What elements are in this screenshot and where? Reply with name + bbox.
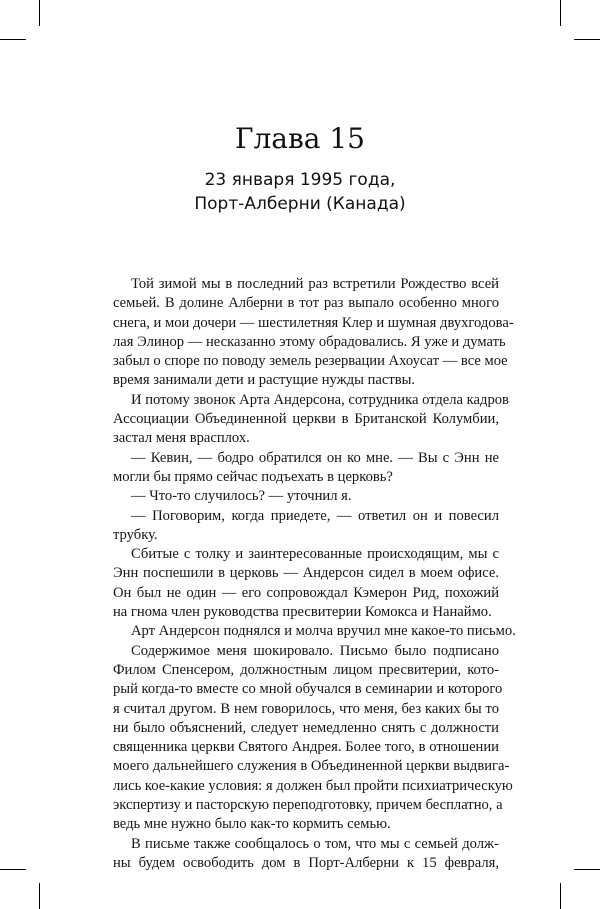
- text-line: ведь мне нужно было как-то кормить семью.: [113, 816, 391, 833]
- text-line: Ассоциации Объединенной церкви в Британской Колумбии,: [113, 411, 499, 428]
- text-line: Энн поспешили в церковь — Андерсон сидел в моем офисе.: [113, 565, 499, 582]
- chapter-date: 23 января 1995 года,: [204, 170, 396, 190]
- text-line: В письме также сообщалось о том, что мы с семьей долж-: [131, 835, 499, 852]
- text-line: ни было объяснений, следует немедленно снять с должности: [113, 719, 499, 736]
- text-line: лая Элинор — несказанно этому обрадовались. Я уже и думать: [113, 333, 506, 350]
- text-line: забыл о споре по поводу земель резервации Ахоусат — все мое: [113, 353, 508, 370]
- text-line: Той зимой мы в последний раз встретили Рождество всей: [131, 276, 499, 292]
- crop-mark-top-left-vertical: [39, 0, 40, 26]
- text-line: — Кевин, — бодро обратился он ко мне. — Вы с Энн не: [131, 449, 499, 466]
- crop-mark-bottom-left-vertical: [39, 883, 40, 909]
- chapter-place: Порт-Алберни (Канада): [194, 194, 406, 214]
- crop-mark-top-left-horizontal: [0, 39, 26, 40]
- crop-mark-bottom-left-horizontal: [0, 869, 26, 870]
- text-line: на гнома член руководства пресвитерии Комокса и Нанаймо.: [113, 604, 492, 621]
- text-line: — Что-то случилось? — уточнил я.: [131, 488, 352, 505]
- text-line: Он был не один — его сопровождал Кэмерон Рид, похожий: [113, 584, 499, 601]
- chapter-subtitle: [0, 168, 600, 216]
- crop-mark-top-right-horizontal: [574, 39, 600, 40]
- text-line: Арт Андерсон поднялся и молча вручил мне какое-то письмо.: [131, 623, 516, 640]
- text-line: лись кое-какие условия: я должен был пройти психиатрическую: [113, 777, 513, 794]
- text-line: И потому звонок Арта Андерсона, сотрудника отдела кадров: [131, 391, 509, 408]
- text-line: я считал другом. В нем говорилось, что меня, без каких бы то: [113, 700, 499, 717]
- text-line: рый когда-то вместе со мной обучался в семинарии и которого: [113, 681, 503, 698]
- text-line: экспертизу и пасторскую переподготовку, причем бесплатно, а: [113, 797, 503, 814]
- body-text: [113, 275, 516, 873]
- crop-mark-bottom-right-horizontal: [574, 869, 600, 870]
- text-line: снега, и мои дочери — шестилетняя Клер и шумная двухгодова-: [113, 314, 514, 331]
- text-line: — Поговорим, когда приедете, — ответил он и повесил: [131, 507, 499, 524]
- crop-mark-bottom-right-vertical: [560, 883, 561, 909]
- text-line: моего дальнейшего служения в Объединенной церкви выдвига-: [113, 758, 510, 775]
- text-line: Сбитые с толку и заинтересованные происходящим, мы с: [131, 546, 499, 563]
- text-line: семьей. В долине Алберни в тот раз выпало особенно много: [113, 295, 499, 312]
- text-line: время занимали дети и растущие нужды паствы.: [113, 372, 416, 389]
- text-line: Содержимое меня шокировало. Письмо было подписано: [131, 642, 499, 659]
- text-line: трубку.: [113, 526, 158, 543]
- text-line: Филом Спенсером, должностным лицом пресвитерии, кото-: [113, 661, 499, 678]
- text-line: застал меня врасплох.: [113, 430, 250, 447]
- text-line: священника церкви Святого Андрея. Более того, в отношении: [113, 739, 499, 756]
- crop-mark-top-right-vertical: [560, 0, 561, 26]
- text-line: могли бы прямо сейчас подъехать в церковь?: [113, 468, 393, 485]
- text-line: ны будем освободить дом в Порт-Алберни к 15 февраля,: [113, 854, 499, 871]
- chapter-title: Глава 15: [234, 122, 365, 155]
